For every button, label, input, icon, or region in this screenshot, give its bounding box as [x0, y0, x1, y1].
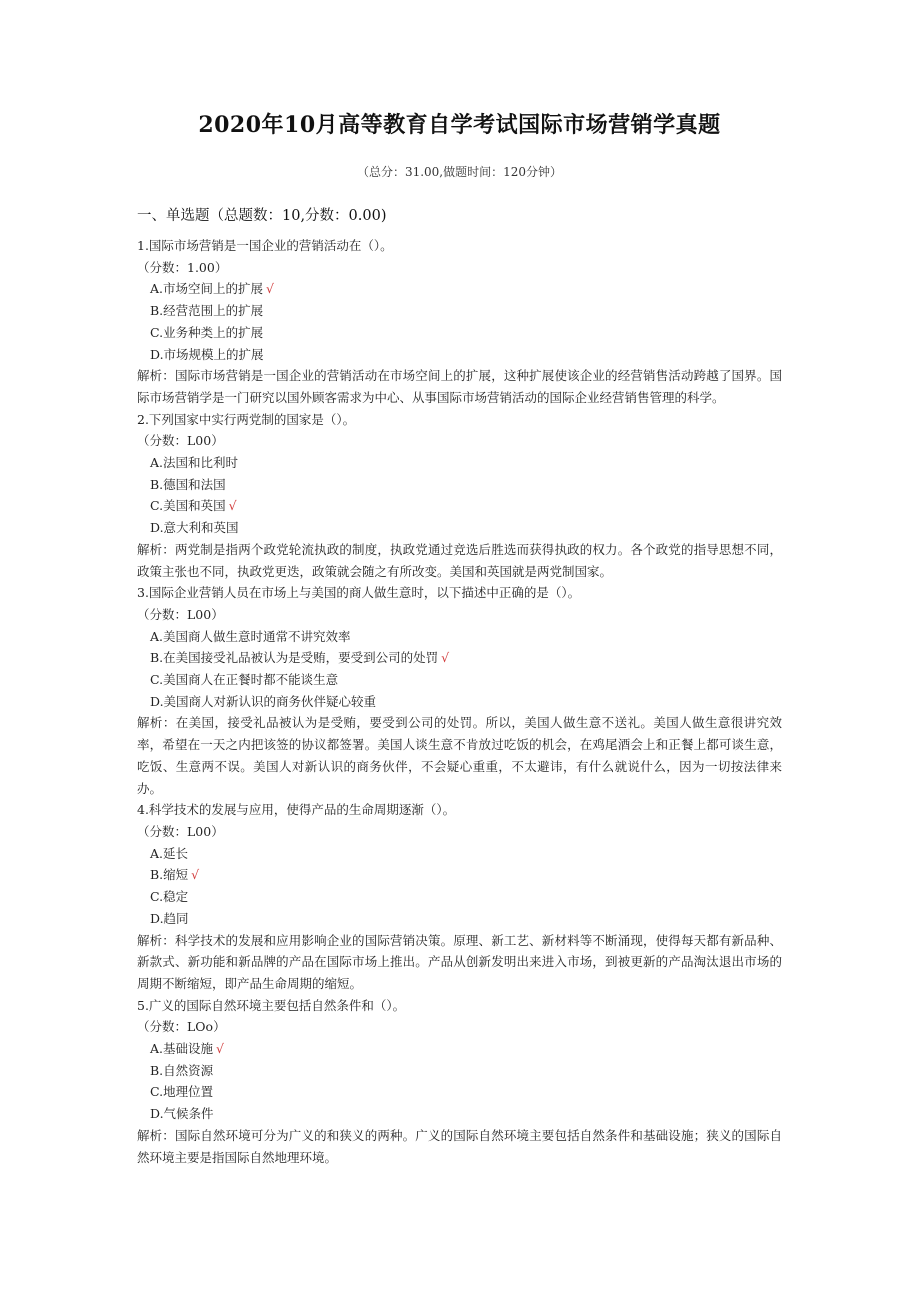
- answer-option: [137, 300, 782, 322]
- option-text: A.延长: [150, 845, 189, 861]
- answer-option: [137, 278, 782, 300]
- option-text: D.意大利和英国: [150, 520, 239, 536]
- correct-check-icon: √: [266, 281, 274, 297]
- answer-option: [137, 669, 782, 691]
- answer-option: [137, 452, 782, 474]
- question-block: [137, 799, 782, 994]
- answer-option: [137, 322, 782, 344]
- correct-check-icon: √: [216, 1041, 224, 1057]
- answer-analysis: 解析：国际自然环境可分为广义的和狭义的两种。广义的国际自然环境主要包括自然条件和基础设施；狭义的国际自然环境主要是指国际自然地理环境。: [137, 1127, 782, 1165]
- answer-option: [137, 691, 782, 713]
- answer-option: [137, 1038, 782, 1060]
- option-text: B.德国和法国: [150, 476, 226, 492]
- option-text: D.气候条件: [150, 1106, 214, 1122]
- option-text: A.市场空间上的扩展: [150, 281, 264, 297]
- option-text: C.业务种类上的扩展: [150, 324, 264, 340]
- question-stem: 1.国际市场营销是一国企业的营销活动在（）。: [137, 238, 393, 253]
- section-heading: 一、单选题（总题数：10,分数：0.00): [137, 208, 387, 224]
- question-list: [137, 235, 782, 1168]
- answer-analysis: 解析：国际市场营销是一国企业的营销活动在市场空间上的扩展，这种扩展使该企业的经营销售活动跨越了国界。国际市场营销学是一门研究以国外顾客需求为中心、从事国际市场营销活动的国际企业经营销售管理的科学。: [137, 368, 782, 405]
- question-score: （分数：L00）: [137, 823, 224, 839]
- question-block: [137, 409, 782, 583]
- option-text: B.自然资源: [150, 1062, 214, 1078]
- question-stem: 3.国际企业营销人员在市场上与美国的商人做生意时，以下描述中正确的是（）。: [137, 585, 581, 601]
- option-text: C.美国和英国: [150, 498, 226, 514]
- option-text: B.缩短: [150, 867, 189, 883]
- option-text: C.稳定: [150, 889, 189, 905]
- question-score: （分数：1.00）: [137, 259, 228, 275]
- correct-check-icon: √: [191, 867, 200, 883]
- answer-option: [137, 886, 782, 908]
- option-text: A.基础设施: [150, 1041, 214, 1057]
- option-text: D.市场规模上的扩展: [150, 346, 264, 362]
- question-score: （分数：L00）: [137, 433, 224, 449]
- option-text: C.美国商人在正餐时都不能谈生意: [150, 672, 339, 688]
- answer-option: [137, 908, 782, 930]
- answer-option: [137, 647, 782, 669]
- question-stem: 5.广义的国际自然环境主要包括自然条件和（）。: [137, 997, 406, 1013]
- question-stem: 2.下列国家中实行两党制的国家是（）。: [137, 411, 356, 427]
- option-text: A.法国和比利时: [150, 455, 239, 471]
- answer-option: [137, 1103, 782, 1125]
- question-block: [137, 582, 782, 799]
- option-text: D.美国商人对新认识的商务伙伴疑心较重: [150, 693, 377, 709]
- answer-option: [137, 626, 782, 648]
- question-score: （分数：L00）: [137, 606, 224, 622]
- answer-option: [137, 1081, 782, 1103]
- option-text: B.经营范围上的扩展: [150, 303, 264, 319]
- option-text: D.趋同: [150, 910, 189, 926]
- exam-info: （总分：31.00,做题时间：120分钟）: [356, 165, 563, 179]
- option-text: A.美国商人做生意时通常不讲究效率: [150, 628, 351, 644]
- answer-option: [137, 864, 782, 886]
- option-text: C.地理位置: [150, 1084, 214, 1100]
- answer-analysis: 解析：两党制是指两个政党轮流执政的制度，执政党通过竞选后胜选而获得执政的权力。各个政党的指导思想不同，政策主张也不同，执政党更迭，政策就会随之有所改变。美国和英国就是两党制国家。: [137, 541, 782, 579]
- question-block: [137, 995, 782, 1169]
- answer-option: [137, 843, 782, 865]
- answer-analysis: 解析：在美国，接受礼品被认为是受贿，要受到公司的处罚。所以，美国人做生意不送礼。美国人做生意很讲究效率，希望在一天之内把该签的协议都签署。美国人谈生意不肯放过吃饭的机会，在鸡尾酒会上和正餐上都可谈生意，吃饭、生意两不误。美国人对新认识的商务伙伴，不会疑心重重，不太避讳，有什么就说什么，因为一切按法律来办。: [137, 715, 782, 796]
- option-text: B.在美国接受礼品被认为是受贿，要受到公司的处罚: [150, 650, 439, 666]
- answer-option: [137, 344, 782, 366]
- correct-check-icon: √: [441, 650, 450, 666]
- answer-analysis: 解析：科学技术的发展和应用影响企业的国际营销决策。原理、新工艺、新材料等不断涌现，使得每天都有新品种、新款式、新功能和新品牌的产品在国际市场上推出。产品从创新发明出来进入市场，到被更新的产品淘汰退出市场的周期不断缩短，即产品生命周期的缩短。: [137, 932, 782, 991]
- question-stem: 4.科学技术的发展与应用，使得产品的生命周期逐渐（）。: [137, 802, 456, 818]
- answer-option: [137, 474, 782, 496]
- answer-option: [137, 517, 782, 539]
- answer-option: [137, 1060, 782, 1082]
- correct-check-icon: √: [228, 498, 237, 514]
- question-score: （分数：LOo）: [137, 1019, 226, 1035]
- answer-option: [137, 495, 782, 517]
- document-title: 2020年10月高等教育自学考试国际市场营销学真题: [198, 112, 721, 138]
- question-block: [137, 235, 782, 409]
